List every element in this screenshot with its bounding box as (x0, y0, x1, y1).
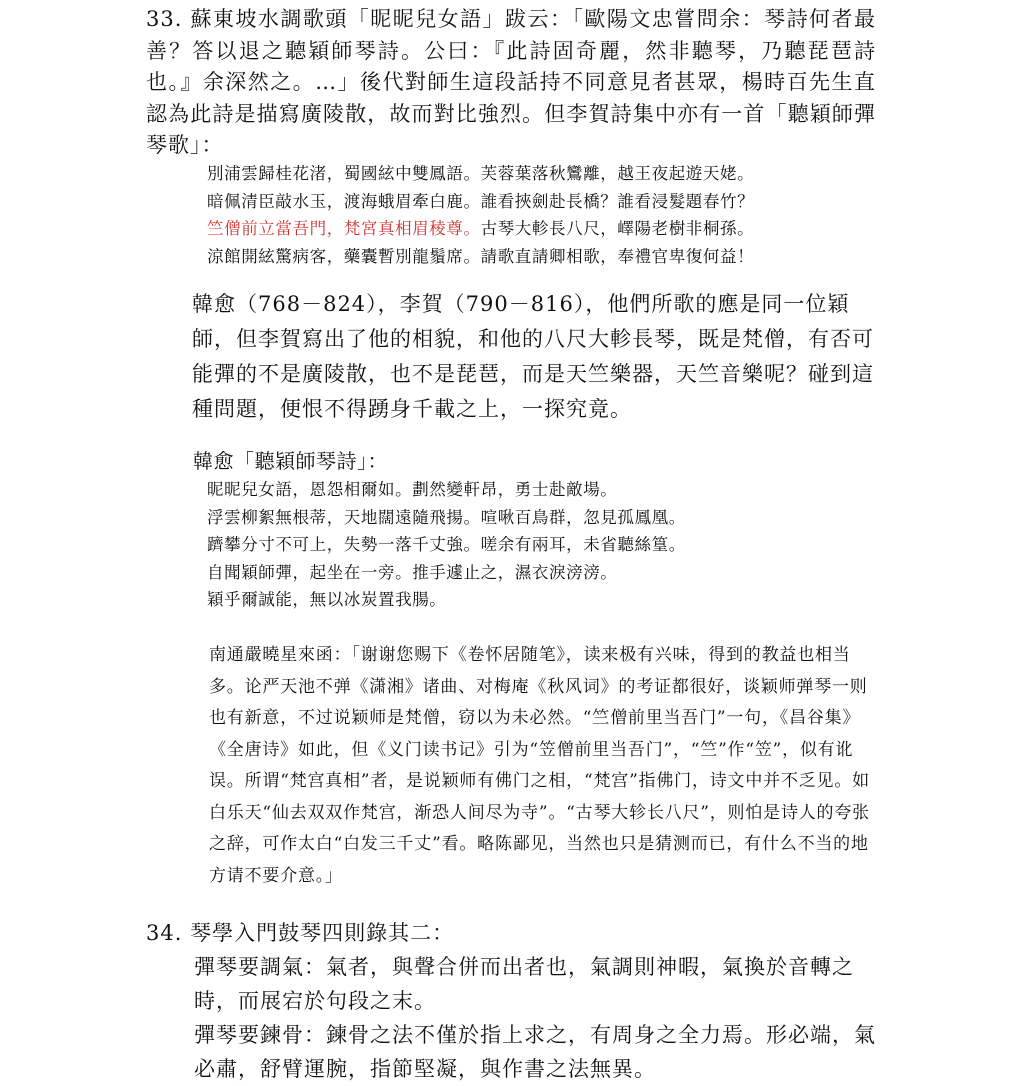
han-yu-poem-title: 韓愈「聽穎師琴詩」： (193, 449, 388, 473)
paragraph-text: 韓愈（768－824），李賀（790－816），他們所歌的應是同一位穎師，但李賀寫出了他的相貌，和他的八尺大軫長琴，既是梵僧，有否可能彈的不是廣陵散，也不是琵琶，而是天竺樂器，天竺音樂呢？碰到這種問題，便恨不得踴身千載之上，一探究竟。 (192, 292, 874, 421)
poem-line: 昵昵兒女語，恩怨相爾如。劃然變軒昂，勇士赴敵場。 (207, 480, 618, 499)
poem-line: 躋攀分寸不可上，失勢一落千丈強。嗟余有兩耳，未省聽絲篁。 (207, 535, 686, 554)
poem-line: 穎乎爾誠能，無以冰炭置我腸。 (207, 590, 447, 609)
li-he-poem (207, 160, 887, 270)
section-34-para-1: 彈琴要調氣：氣者，與聲合併而出者也，氣調則神暇，氣換於音轉之時，而展宕於句段之末。 (194, 955, 854, 1013)
section-34 (146, 916, 876, 1086)
poem-line: 別浦雲歸桂花渚，蜀國絃中雙鳳語。芙蓉葉落秋鸞離，越王夜起遊天姥。 (207, 164, 755, 183)
poem-line (207, 215, 887, 243)
letter-paragraph (189, 640, 879, 892)
highlighted-verse: 竺僧前立當吾門，梵宮真相眉稜尊。 (207, 219, 481, 238)
poem-line: 自聞穎師彈，起坐在一旁。推手遽止之，濕衣淚滂滂。 (207, 562, 618, 582)
section-33-intro: 33. 蘇東坡水調歌頭「昵昵兒女語」跋云：「歐陽文忠嘗問余：琴詩何者最善？答以退之聽穎師琴詩。公曰：『此詩固奇麗，然非聽琴，乃聽琵琶詩也。』余深然之。…」後代對師生這段話持不同意見者甚眾，楊時百先生直認為此詩是描寫廣陵散，故而對比強烈。但李賀詩集中亦有一首「聽穎師彈琴歌」： (146, 7, 876, 157)
poem-line: 浮雲柳絮無根蒂，天地闊遠隨飛揚。喧啾百鳥群，忽見孤鳳凰。 (207, 507, 686, 527)
poem-line: 暗佩清臣敲水玉，渡海蛾眉牽白鹿。誰看挾劍赴長橋？誰看浸髮題春竹？ (207, 191, 755, 211)
section-34-para-2: 彈琴要鍊骨：鍊骨之法不僅於指上求之，有周身之全力焉。形必端，氣必肅，舒臂運腕，指節堅凝，與作書之法無異。 (194, 1023, 876, 1081)
han-yu-poem (207, 476, 887, 614)
letter-text: 南通嚴曉星來函：「谢谢您赐下《卷怀居随笔》，读来极有兴味，得到的教益也相当多。论严天池不弹《潇湘》诸曲、对梅庵《秋风词》的考证都很好，谈颖师弹琴一则也有新意，不过说颖师是梵僧，窃以为未必然。“竺僧前里当吾门”一句，《昌谷集》《全唐诗》如此，但《义门读书记》引为“笠僧前里当吾门”，“竺”作“笠”，似有讹误。所谓“梵宫真相”者，是说颖师有佛门之相，“梵宫”指佛门，诗文中并不乏见。如白乐天“仙去双双作梵宫，渐恐人间尽为寺”。“古琴大轸长八尺”，则怕是诗人的夸张之辞，可作太白“白发三千丈”看。略陈鄙见，当然也只是猜测而已，有什么不当的地方请不要介意。」 (209, 645, 870, 886)
section-34-heading: 34. 琴學入門鼓琴四則錄其二： (146, 921, 455, 945)
han-yu-paragraph (146, 287, 876, 427)
poem-line: 涼館開絃驚病客，藥囊暫別龍鬚席。請歌直請卿相歌，奉禮官卑復何益！ (207, 246, 755, 266)
poem-line-rest: 古琴大軫長八尺，嶧陽老樹非桐孫。 (480, 219, 755, 238)
